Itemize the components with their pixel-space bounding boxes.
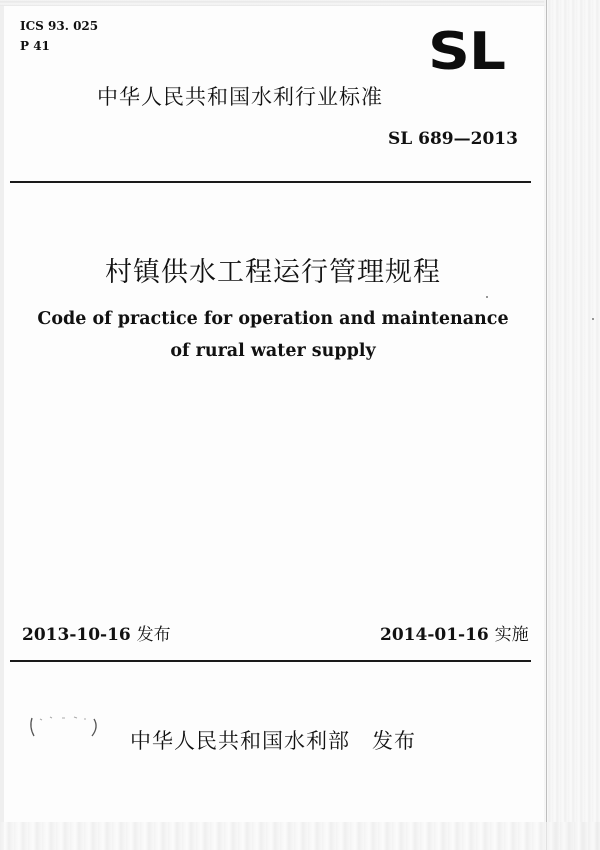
implementation-date-label: 实施 — [494, 625, 529, 645]
scan-edge-left — [0, 0, 4, 850]
issue-date-value: 2013-10-16 — [22, 625, 131, 645]
title-chinese: 村镇供水工程运行管理规程 — [105, 257, 441, 288]
scan-speck — [592, 318, 594, 320]
title-english-line1: Code of practice for operation and maintenance — [37, 309, 509, 329]
footer-divider — [10, 660, 531, 662]
scan-speck — [486, 296, 488, 298]
publisher — [0, 728, 546, 754]
ics-code: ICS 93. 025 — [20, 19, 99, 33]
header-divider — [10, 181, 531, 183]
issue-date-label: 发布 — [136, 625, 171, 645]
title-english-line2: of rural water supply — [170, 341, 376, 361]
publisher-name: 中华人民共和国水利部 — [130, 729, 350, 753]
issue-date — [22, 624, 171, 646]
implementation-date — [380, 624, 529, 646]
standard-category-text: 中华人民共和国水利行业标准 — [97, 85, 383, 109]
scan-edge-top — [0, 0, 546, 6]
page-edge-line — [546, 0, 547, 850]
publisher-action: 发布 — [372, 729, 416, 753]
sl-logo: SL — [428, 22, 505, 82]
standard-category — [0, 84, 546, 110]
standard-number: SL 689—2013 — [388, 129, 518, 149]
scan-edge-bottom — [0, 822, 600, 850]
scan-edge-right — [544, 0, 600, 850]
ccs-code: P 41 — [20, 39, 50, 53]
implementation-date-value: 2014-01-16 — [380, 625, 489, 645]
